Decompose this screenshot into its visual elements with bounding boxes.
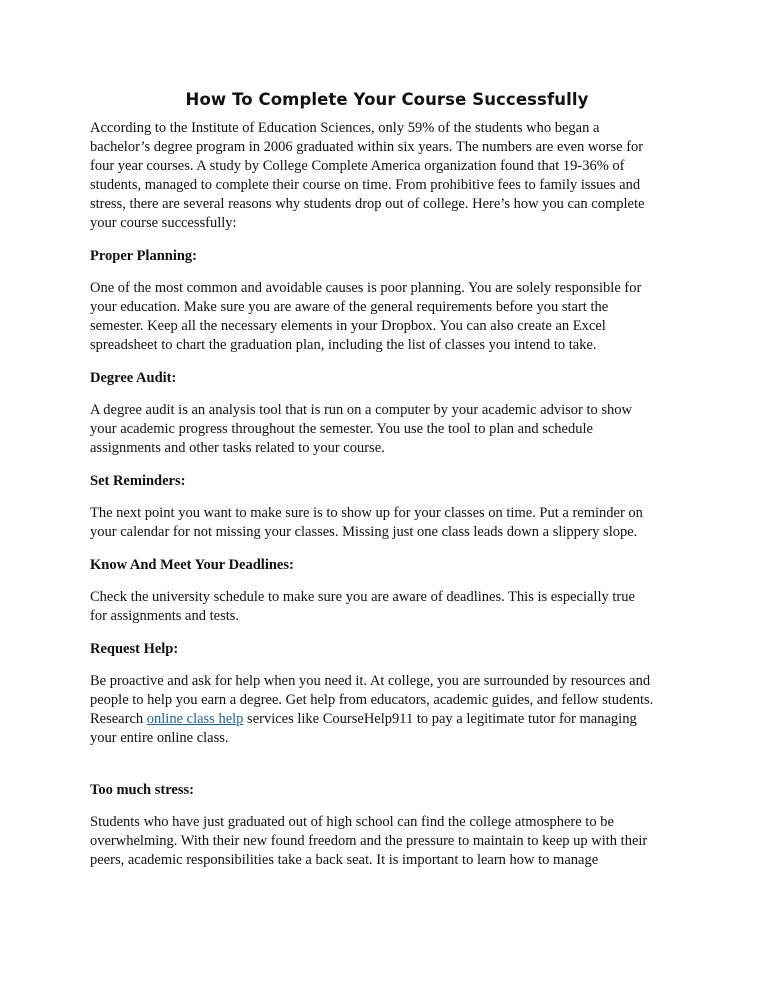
body-line: overwhelming. With their new found freedom and the pressure to maintain to keep up with their [90,833,648,849]
section-heading-audit: Degree Audit: [90,370,177,386]
intro-line: your course successfully: [90,215,237,231]
section-heading-help: Request Help: [90,641,179,657]
intro-line: four year courses. A study by College Complete America organization found that 19-36% of [90,158,625,174]
intro-line: stress, there are several reasons why students drop out of college. Here’s how you can complete [90,196,645,212]
section-body-audit [90,401,680,458]
section-body-help [90,672,680,748]
body-line: assignments and other tasks related to your course. [90,440,385,456]
intro-line: students, managed to complete their course on time. From prohibitive fees to family issues and [90,177,641,193]
section-heading-stress: Too much stress: [90,782,194,798]
document-title: How To Complete Your Course Successfully [185,90,589,109]
body-line: Students who have just graduated out of high school can find the college atmosphere to be [90,814,614,830]
body-line: One of the most common and avoidable causes is poor planning. You are solely responsible for [90,280,642,296]
section-body-stress [90,813,680,870]
body-line: peers, academic responsibilities take a back seat. It is important to learn how to manage [90,852,599,868]
body-line: Check the university schedule to make sure you are aware of deadlines. This is especially true [90,589,635,605]
online-class-help-link[interactable]: online class help [146,711,244,727]
link-suffix-text: services like CourseHelp911 to pay a legitimate tutor for managing [243,711,637,727]
body-line: your entire online class. [90,730,229,746]
body-line-with-link [90,710,680,729]
section-heading-reminders: Set Reminders: [90,473,186,489]
intro-line: bachelor’s degree program in 2006 graduated within six years. The numbers are even worse for [90,139,644,155]
section-body-planning [90,279,680,355]
body-line: A degree audit is an analysis tool that is run on a computer by your academic advisor to show [90,402,633,418]
section-heading-deadlines: Know And Meet Your Deadlines: [90,557,294,573]
body-line: your academic progress throughout the semester. You use the tool to plan and schedule [90,421,593,437]
body-line: The next point you want to make sure is to show up for your classes on time. Put a reminder on [90,505,643,521]
section-body-deadlines [90,588,680,626]
body-line: semester. Keep all the necessary elements in your Dropbox. You can also create an Excel [90,318,606,334]
body-line: people to help you earn a degree. Get help from educators, academic guides, and fellow students. [90,692,654,708]
section-heading-planning: Proper Planning: [90,248,198,264]
intro-paragraph [90,119,680,233]
body-line: your education. Make sure you are aware of the general requirements before you start the [90,299,609,315]
body-line: Be proactive and ask for help when you need it. At college, you are surrounded by resources and [90,673,651,689]
intro-line: According to the Institute of Education Sciences, only 59% of the students who began a [90,120,600,136]
body-line: spreadsheet to chart the graduation plan, including the list of classes you intend to take. [90,337,597,353]
link-prefix-text: Research [90,711,147,727]
section-body-reminders [90,504,680,542]
document-page [90,90,680,870]
body-line: for assignments and tests. [90,608,240,624]
body-line: your calendar for not missing your classes. Missing just one class leads down a slippery slope. [90,524,638,540]
